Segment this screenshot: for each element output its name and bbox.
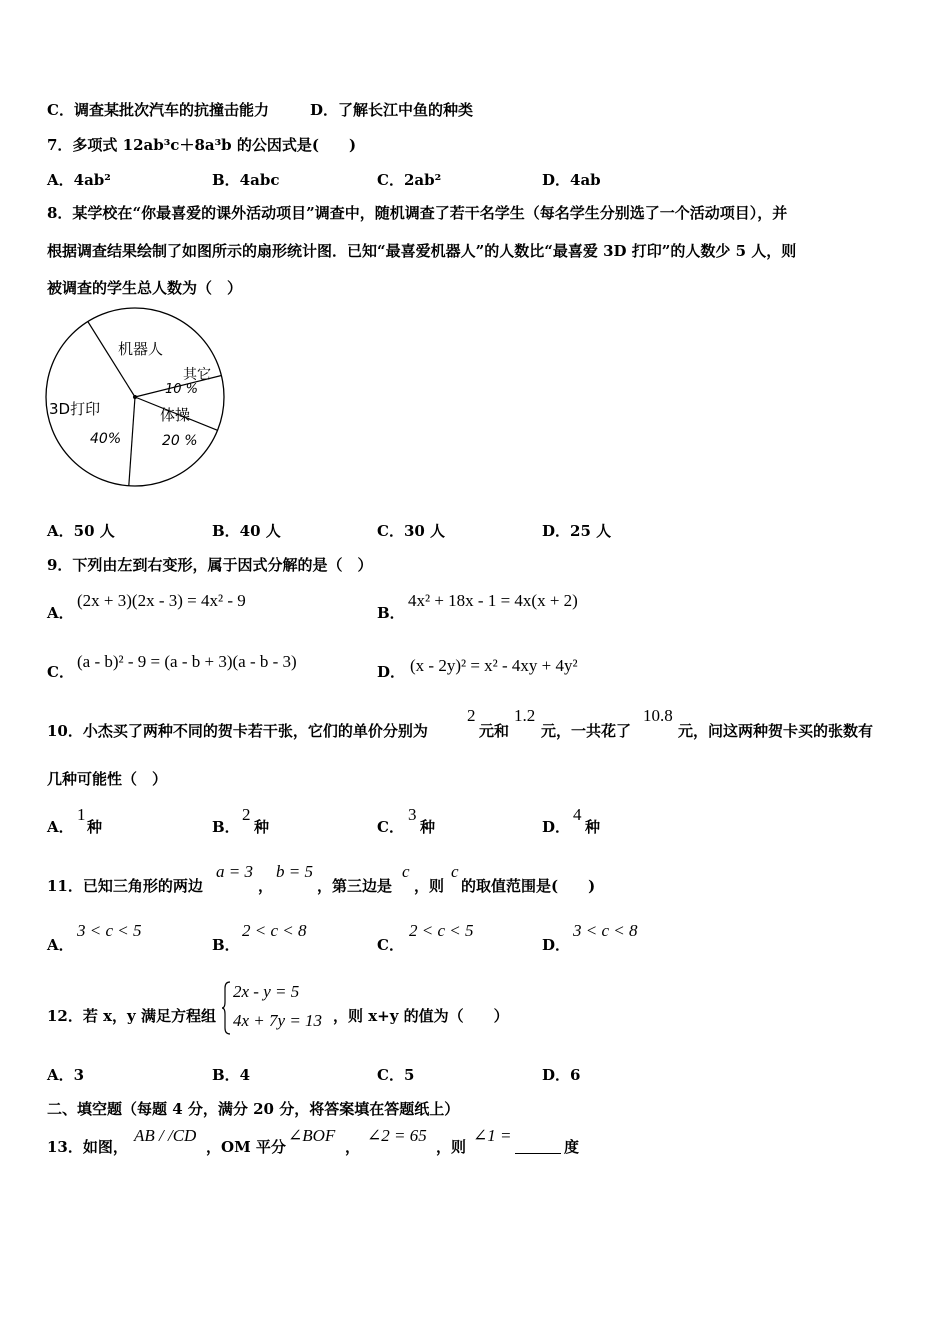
q10-total: 10.8: [643, 706, 673, 725]
q7-option-a: A．4ab²: [47, 171, 111, 189]
q8-option-c: C．30 人: [377, 522, 446, 540]
q11-range-c: 2 < c < 5: [409, 921, 474, 940]
q10-line-2: 几种可能性（ ）: [47, 770, 168, 788]
q10-label-b: B．: [212, 818, 240, 836]
q11-side-b: b = 5: [276, 862, 313, 881]
q10-part-2: 元和: [479, 722, 510, 740]
q11-part-3: ，则: [414, 877, 445, 895]
q12-equation-1: 2x - y = 5: [233, 982, 300, 1001]
q7-option-b: B．4abc: [212, 171, 280, 189]
q12-option-b: B．4: [212, 1066, 251, 1084]
q13-unit: 度: [564, 1138, 580, 1156]
q8-line-1: 8．某学校在“你最喜爱的课外活动项目”调查中，随机调查了若干名学生（每名学生分别选了一个活动项目），并: [47, 204, 788, 222]
q10-label-d: D．: [542, 818, 571, 836]
q11-side-a: a = 3: [216, 862, 253, 881]
slice-label-3d: 3D打印: [49, 400, 101, 418]
q13-parallel: AB / /CD: [134, 1126, 197, 1145]
slice-label-other: 其它: [183, 367, 211, 383]
q11-part-4: 的取值范围是( ): [461, 877, 596, 895]
q10-price-1: 2: [467, 706, 476, 725]
system-brace: [222, 980, 232, 1036]
q6-option-c: C．调查某批次汽车的抗撞击能力: [47, 101, 269, 119]
q13-part-3: ，: [345, 1138, 361, 1156]
q11-range-a: 3 < c < 5: [77, 921, 142, 940]
q13-part-1: 13．如图，: [47, 1138, 128, 1156]
slice-label-gym: 体操: [160, 406, 191, 424]
section-2-title: 二、填空题（每题 4 分，满分 20 分，将答案填在答题纸上）: [47, 1100, 460, 1118]
q8-line-2: 根据调查结果绘制了如图所示的扇形统计图．已知“最喜爱机器人”的人数比“最喜爱 3D 打印”的人数少 5 人，则: [47, 242, 797, 260]
q9-stem: 9．下列由左到右变形，属于因式分解的是（ ）: [47, 556, 373, 574]
q12-option-d: D．6: [542, 1066, 581, 1084]
q10-num-b: 2: [242, 805, 251, 824]
q13-part-2: ，OM 平分: [206, 1138, 286, 1156]
q13-part-4: ，则: [436, 1138, 467, 1156]
q12-option-a: A．3: [47, 1066, 85, 1084]
q11-label-c: C．: [377, 936, 404, 954]
q13-angle-1: ∠1 =: [473, 1126, 512, 1145]
slice-value-3d: 40%: [90, 431, 122, 447]
q13-answer-line[interactable]: [515, 1137, 561, 1157]
q9-label-a: A．: [47, 604, 74, 622]
q7-stem: 7．多项式 12ab³c＋8a³b 的公因式是( ): [47, 136, 357, 154]
q9-label-b: B．: [377, 604, 405, 622]
q11-var-c-1: c: [402, 862, 410, 881]
q8-line-3: 被调查的学生总人数为（ ）: [47, 279, 243, 297]
q9-expr-c: (a - b)² - 9 = (a - b + 3)(a - b - 3): [77, 652, 297, 671]
q12-equation-2: 4x + 7y = 13: [233, 1011, 323, 1030]
q11-label-a: A．: [47, 936, 74, 954]
q8-option-b: B．40 人: [212, 522, 281, 540]
q11-part-2: ，第三边是: [317, 877, 393, 895]
q11-var-c-2: c: [451, 862, 459, 881]
q8-option-a: A．50 人: [47, 522, 115, 540]
q10-num-d: 4: [573, 805, 582, 824]
q9-expr-a: (2x + 3)(2x - 3) = 4x² - 9: [77, 591, 246, 610]
q10-num-a: 1: [77, 805, 86, 824]
q10-label-a: A．: [47, 818, 74, 836]
q10-num-c: 3: [408, 805, 417, 824]
q7-option-c: C．2ab²: [377, 171, 442, 189]
q10-unit-b: 种: [254, 818, 270, 836]
q6-option-d: D．了解长江中鱼的种类: [310, 101, 474, 119]
pie-center: [133, 395, 137, 399]
q9-expr-b: 4x² + 18x - 1 = 4x(x + 2): [408, 591, 578, 610]
q10-label-c: C．: [377, 818, 404, 836]
q9-label-c: C．: [47, 663, 74, 681]
q12-option-c: C．5: [377, 1066, 415, 1084]
q11-label-b: B．: [212, 936, 240, 954]
q10-unit-d: 种: [585, 818, 601, 836]
q10-part-4: 元，问这两种贺卡买的张数有: [678, 722, 874, 740]
slice-value-gym: 20 %: [162, 433, 198, 449]
q11-range-d: 3 < c < 8: [573, 921, 638, 940]
q10-part-3: 元，一共花了: [541, 722, 632, 740]
q10-part-1: 10．小杰买了两种不同的贺卡若干张，它们的单价分别为: [47, 722, 428, 740]
q12-part-2: ，则 x+y 的值为（ ）: [333, 1007, 509, 1025]
q13-angle-bof: ∠BOF: [288, 1126, 336, 1145]
q7-option-d: D．4ab: [542, 171, 601, 189]
q11-part-1: 11．已知三角形的两边: [47, 877, 203, 895]
q12-part-1: 12．若 x，y 满足方程组: [47, 1007, 216, 1025]
q8-option-d: D．25 人: [542, 522, 612, 540]
q11-range-b: 2 < c < 8: [242, 921, 307, 940]
q9-label-d: D．: [377, 663, 406, 681]
q13-angle-2: ∠2 = 65: [367, 1126, 427, 1145]
slice-label-robot: 机器人: [118, 340, 164, 358]
q11-comma: ，: [258, 877, 274, 895]
slice-value-other: 10 %: [165, 382, 199, 397]
q9-expr-d: (x - 2y)² = x² - 4xy + 4y²: [410, 656, 578, 675]
q11-label-d: D．: [542, 936, 571, 954]
q10-unit-c: 种: [420, 818, 436, 836]
q10-unit-a: 种: [87, 818, 103, 836]
pie-chart: [38, 305, 238, 505]
q10-price-2: 1.2: [514, 706, 536, 725]
